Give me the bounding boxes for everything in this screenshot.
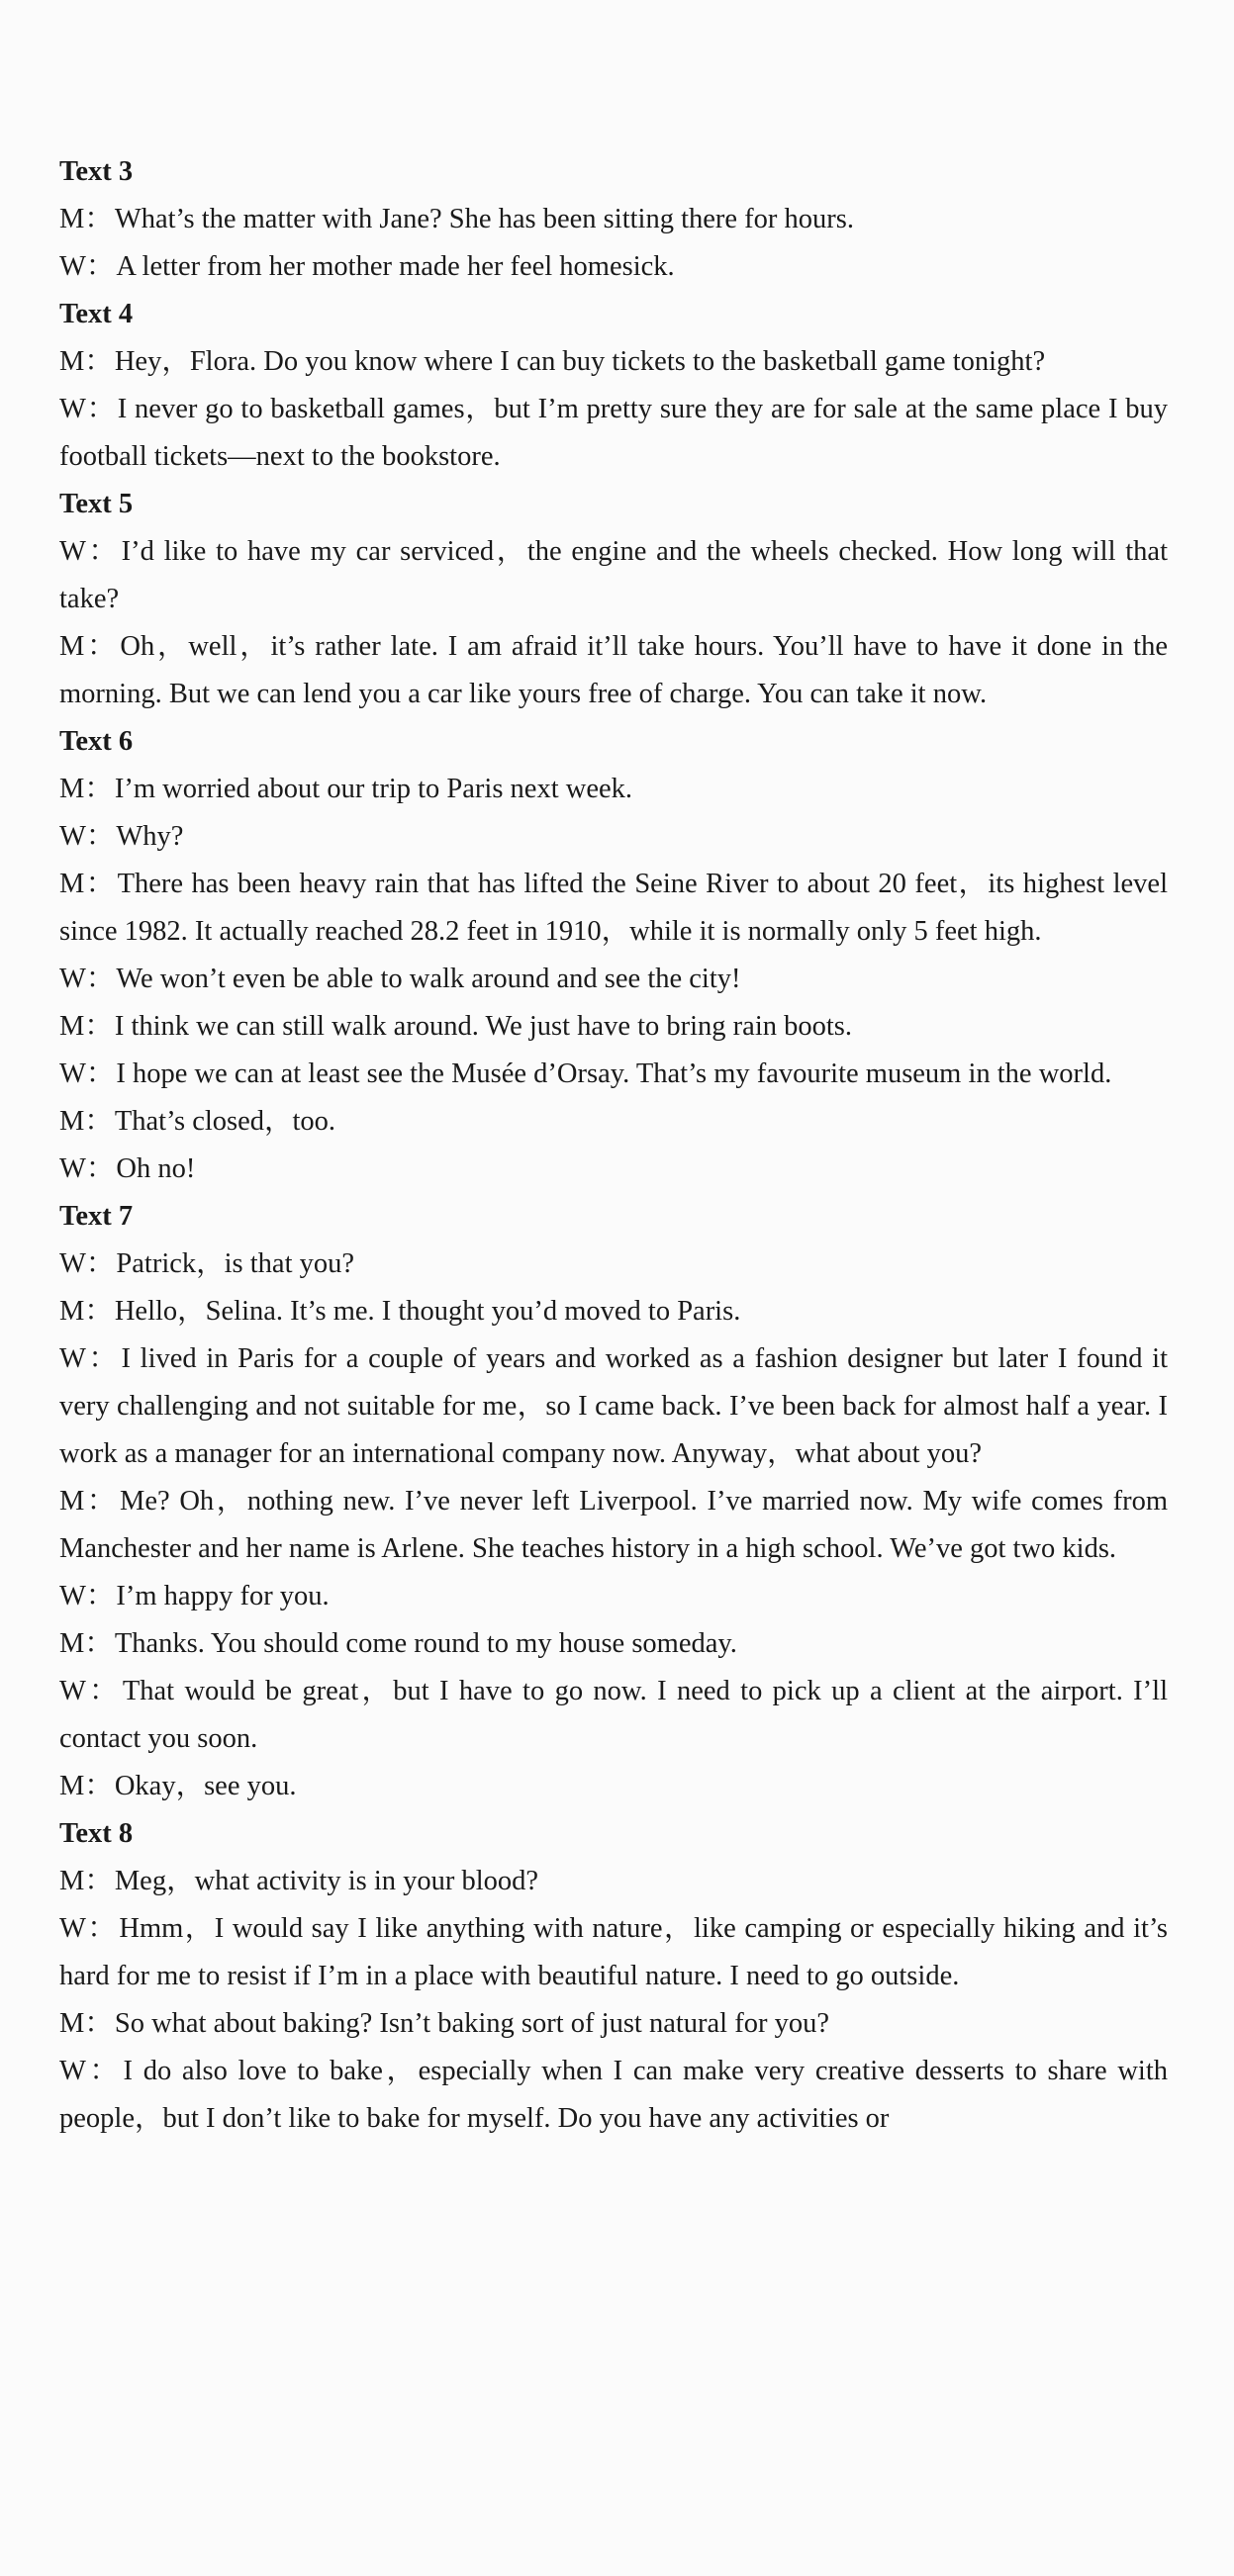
dialogue-lines	[59, 766, 1168, 1193]
utterance-text: Oh no!	[116, 1153, 196, 1184]
transcript-section-3	[59, 481, 1168, 718]
dialogue-line	[59, 1905, 1168, 2000]
speaker-label: W：	[59, 1153, 115, 1184]
utterance-text: Okay，see you.	[114, 1771, 297, 1801]
utterance-text: Hello，Selina. It’s me. I thought you’d moved to Paris.	[114, 1296, 741, 1327]
utterance-text: We won’t even be able to walk around and see the city!	[116, 964, 741, 994]
section-heading: Text 4	[59, 299, 134, 329]
section-heading: Text 5	[59, 489, 134, 519]
utterance-text: There has been heavy rain that has lifted the Seine River to about 20 feet，its highest level since 1982. It actually reached 28.2 feet in 1910，while it is normally only 5 feet high.	[59, 869, 1169, 947]
utterance-text: Me? Oh，nothing new. I’ve never left Liverpool. I’ve married now. My wife comes from Manchester and her name is Arlene. She teaches history in a high school. We’ve got two kids.	[59, 1486, 1168, 1564]
speaker-label: M：	[59, 631, 119, 662]
speaker-label: M：	[59, 1486, 118, 1517]
speaker-label: M：	[59, 346, 113, 377]
section-heading: Text 7	[59, 1201, 134, 1232]
speaker-label: M：	[59, 1628, 113, 1659]
speaker-label: M：	[59, 2008, 113, 2039]
dialogue-line	[59, 813, 1168, 861]
dialogue-line	[59, 528, 1168, 623]
dialogue-line	[59, 1478, 1168, 1573]
dialogue-line	[59, 1241, 1168, 1288]
speaker-label: W：	[59, 1248, 115, 1279]
dialogue-lines	[59, 1858, 1168, 2143]
speaker-label: W：	[59, 251, 115, 282]
speaker-label: M：	[59, 1296, 113, 1327]
utterance-text: I’m worried about our trip to Paris next week.	[114, 774, 633, 804]
speaker-label: M：	[59, 1106, 113, 1137]
utterance-text: I’m happy for you.	[116, 1581, 330, 1611]
dialogue-line	[59, 243, 1168, 291]
dialogue-lines	[59, 1241, 1168, 1810]
section-heading: Text 3	[59, 156, 134, 187]
transcript-section-4	[59, 718, 1168, 1193]
dialogue-line	[59, 956, 1168, 1003]
speaker-label: M：	[59, 204, 113, 234]
dialogue-line	[59, 338, 1168, 386]
dialogue-line	[59, 386, 1168, 481]
utterance-text: I’d like to have my car serviced，the engine and the wheels checked. How long will that take?	[59, 536, 1168, 614]
utterance-text: Hey，Flora. Do you know where I can buy tickets to the basketball game tonight?	[114, 346, 1046, 377]
speaker-label: M：	[59, 774, 113, 804]
speaker-label: M：	[59, 869, 116, 899]
speaker-label: M：	[59, 1866, 113, 1896]
speaker-label: W：	[59, 1913, 118, 1944]
dialogue-line	[59, 1335, 1168, 1478]
utterance-text: A letter from her mother made her feel homesick.	[116, 251, 675, 282]
utterance-text: Meg，what activity is in your blood?	[114, 1866, 539, 1896]
dialogue-line	[59, 1288, 1168, 1335]
dialogue-line	[59, 196, 1168, 243]
speaker-label: W：	[59, 1343, 120, 1374]
dialogue-lines	[59, 338, 1168, 481]
utterance-text: What’s the matter with Jane? She has been sitting there for hours.	[114, 204, 854, 234]
dialogue-line	[59, 1051, 1168, 1098]
utterance-text: Why?	[116, 821, 184, 852]
utterance-text: I do also love to bake，especially when I can make very creative desserts to share with people，but I don’t like to bake for myself. Do you have any activities or	[59, 2056, 1168, 2134]
speaker-label: W：	[59, 394, 116, 424]
speaker-label: W：	[59, 1676, 121, 1706]
section-heading: Text 8	[59, 1818, 134, 1849]
speaker-label: W：	[59, 964, 115, 994]
utterance-text: That’s closed，too.	[114, 1106, 336, 1137]
dialogue-line	[59, 1098, 1168, 1146]
section-heading: Text 6	[59, 726, 134, 757]
utterance-text: I hope we can at least see the Musée d’Orsay. That’s my favourite museum in the world.	[116, 1058, 1112, 1089]
dialogue-line	[59, 2000, 1168, 2048]
transcript-section-1	[59, 148, 1168, 291]
speaker-label: M：	[59, 1011, 113, 1042]
speaker-label: M：	[59, 1771, 113, 1801]
dialogue-line	[59, 1858, 1168, 1905]
speaker-label: W：	[59, 821, 115, 852]
dialogue-line	[59, 1763, 1168, 1810]
dialogue-line	[59, 1573, 1168, 1620]
dialogue-line	[59, 623, 1168, 718]
speaker-label: W：	[59, 1058, 115, 1089]
speaker-label: W：	[59, 1581, 115, 1611]
speaker-label: W：	[59, 536, 120, 567]
utterance-text: Patrick，is that you?	[116, 1248, 355, 1279]
speaker-label: W：	[59, 2056, 122, 2086]
utterance-text: Hmm，I would say I like anything with nature，like camping or especially hiking and it’s hard for me to resist if I’m in a place with beautiful nature. I need to go outside.	[59, 1913, 1168, 1991]
dialogue-line	[59, 1620, 1168, 1668]
utterance-text: I think we can still walk around. We just have to bring rain boots.	[114, 1011, 853, 1042]
dialogue-lines	[59, 528, 1168, 718]
dialogue-line	[59, 861, 1168, 956]
dialogue-line	[59, 766, 1168, 813]
transcript-section-5	[59, 1193, 1168, 1810]
utterance-text: I lived in Paris for a couple of years and worked as a fashion designer but later I found it very challenging and not suitable for me，so I came back. I’ve been back for almost half a year. I work as a manager for an international company now. Anyway，what about you?	[59, 1343, 1168, 1469]
dialogue-line	[59, 1668, 1168, 1763]
utterance-text: That would be great，but I have to go now. I need to pick up a client at the airport. I’ll contact you soon.	[59, 1676, 1169, 1754]
dialogue-line	[59, 1003, 1168, 1051]
dialogue-lines	[59, 196, 1168, 291]
utterance-text: Thanks. You should come round to my house someday.	[114, 1628, 737, 1659]
utterance-text: I never go to basketball games，but I’m pretty sure they are for sale at the same place I buy football tickets—next to the bookstore.	[59, 394, 1168, 472]
transcript-section-2	[59, 291, 1168, 481]
utterance-text: So what about baking? Isn’t baking sort of just natural for you?	[114, 2008, 829, 2039]
transcript-section-6	[59, 1810, 1168, 2143]
dialogue-line	[59, 2048, 1168, 2143]
utterance-text: Oh，well，it’s rather late. I am afraid it’ll take hours. You’ll have to have it done in the morning. But we can lend you a car like yours free of charge. You can take it now.	[59, 631, 1168, 709]
dialogue-line	[59, 1146, 1168, 1193]
transcript-page	[59, 148, 1168, 2143]
